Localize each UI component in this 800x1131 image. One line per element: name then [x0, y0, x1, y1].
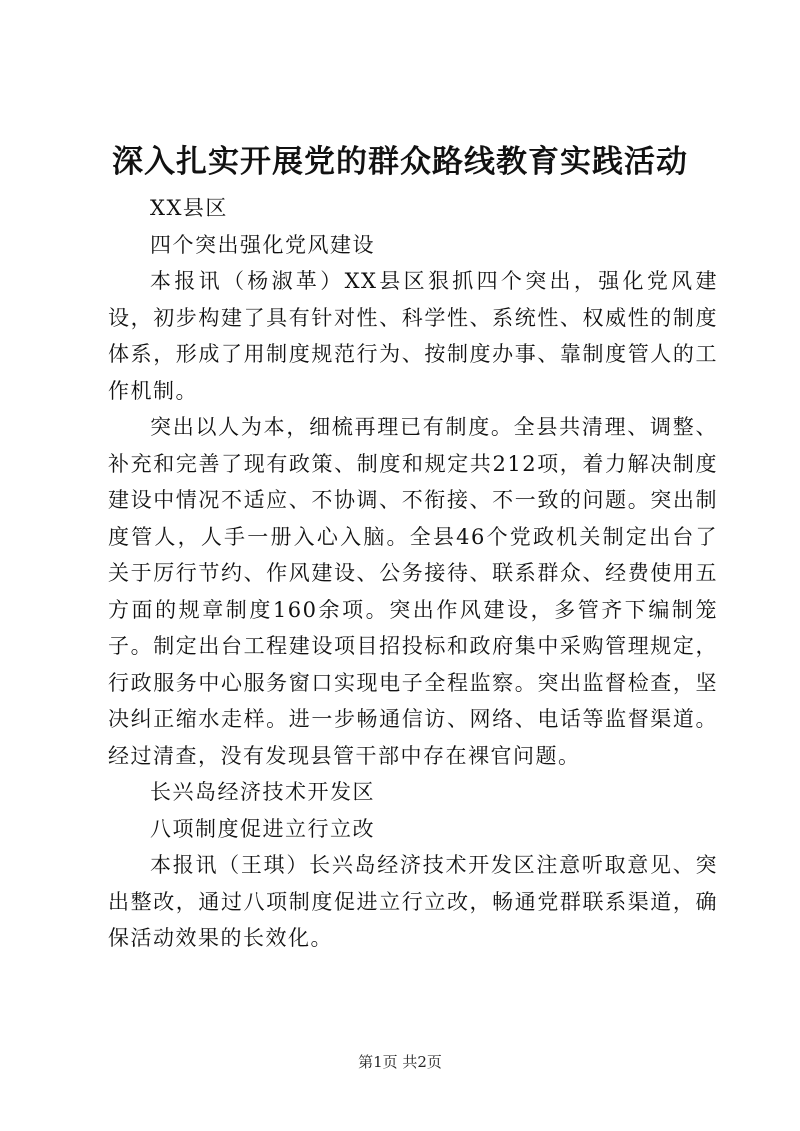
section-location-1: XX县区	[150, 196, 228, 220]
page-number-footer: 第1页 共2页	[358, 1053, 442, 1071]
section-heading-2: 八项制度促进立行立改	[150, 816, 375, 841]
document-body	[108, 190, 718, 957]
document-title: 深入扎实开展党的群众路线教育实践活动	[112, 144, 688, 180]
section-location-2: 长兴岛经济技术开发区	[150, 780, 375, 804]
body-paragraph: 本报讯（杨淑革）XX县区狠抓四个突出，强化党风建设，初步构建了具有针对性、科学性、系统性、权威性的制度体系，形成了用制度规范行为、按制度办事、靠制度管人的工作机制。	[108, 269, 718, 403]
body-paragraph: 本报讯（王琪）长兴岛经济技术开发区注意听取意见、突出整改，通过八项制度促进立行立改，畅通党群联系渠道，确保活动效果的长效化。	[108, 853, 718, 950]
body-paragraph: 突出以人为本，细梳再理已有制度。全县共清理、调整、补充和完善了现有政策、制度和规定共212项，着力解决制度建设中情况不适应、不协调、不衔接、不一致的问题。突出制度管人，人手一册入心入脑。全县46个党政机关制定出台了关于厉行节约、作风建设、公务接待、联系群众、经费使用五方面的规章制度160余项。突出作风建设，多管齐下编制笼子。制定出台工程建设项目招投标和政府集中采购管理规定，行政服务中心服务窗口实现电子全程监察。突出监督检查，坚决纠正缩水走样。进一步畅通信访、网络、电话等监督渠道。经过清查，没有发现县管干部中存在裸官问题。	[108, 415, 718, 768]
section-heading-1: 四个突出强化党风建设	[150, 232, 375, 257]
